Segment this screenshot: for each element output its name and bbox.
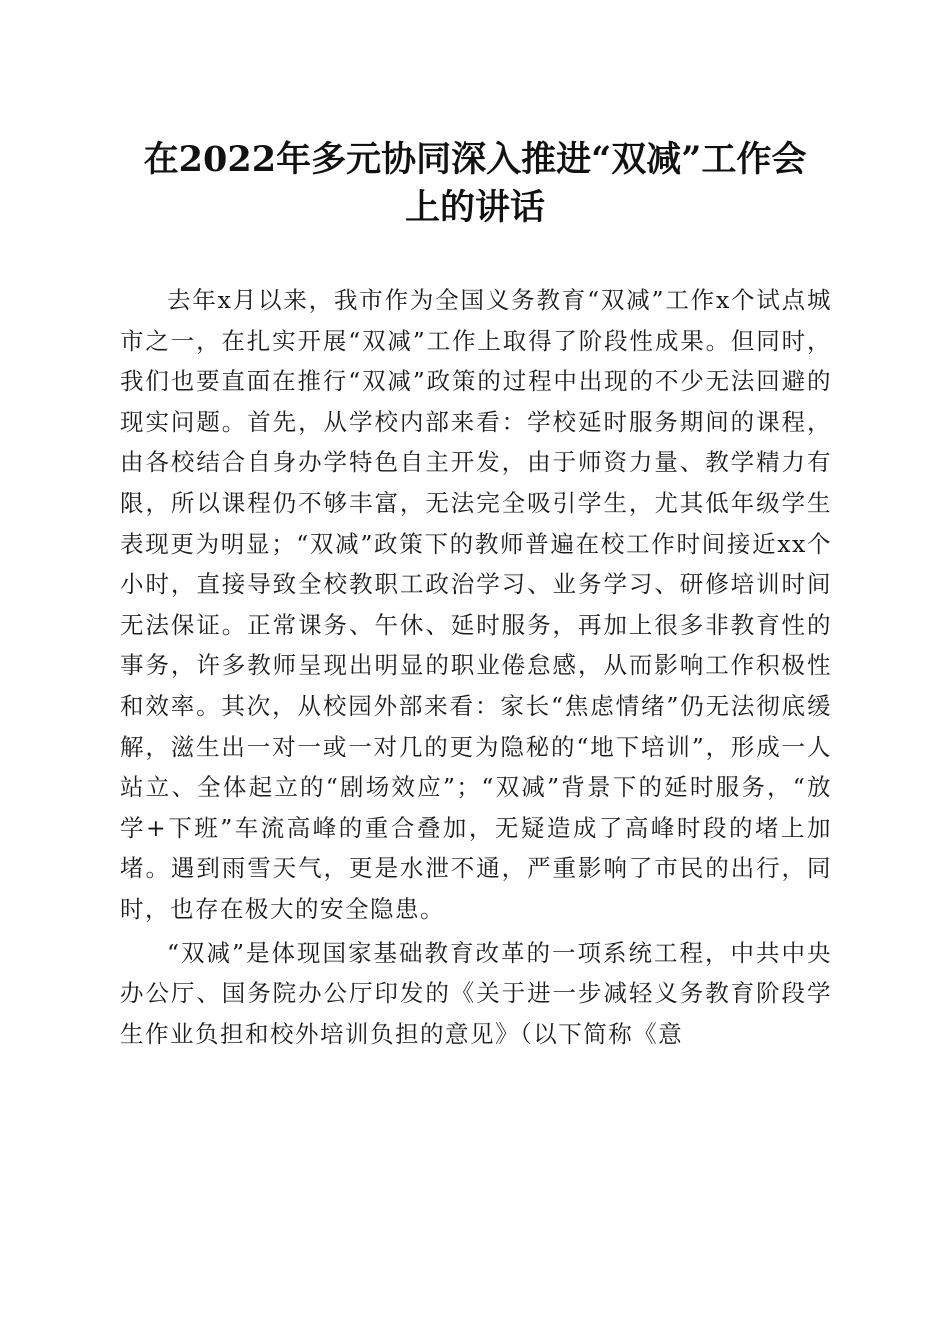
document-body xyxy=(120,280,832,1057)
document-title xyxy=(110,136,840,232)
paragraph-1: 去年x月以来，我市作为全国义务教育“双减”工作x个试点城市之一，在扎实开展“双减”工作上取得了阶段性成果。但同时，我们也要直面在推行“双减”政策的过程中出现的不少无法回避的现实问题。首先，从学校内部来看：学校延时服务期间的课程，由各校结合自身办学特色自主开发，由于师资力量、教学精力有限，所以课程仍不够丰富，无法完全吸引学生，尤其低年级学生表现更为明显；“双减”政策下的教师普遍在校工作时间接近xx个小时，直接导致全校教职工政治学习、业务学习、研修培训时间无法保证。正常课务、午休、延时服务，再加上很多非教育性的事务，许多教师呈现出明显的职业倦怠感，从而影响工作积极性和效率。其次，从校园外部来看：家长“焦虑情绪”仍无法彻底缓解，滋生出一对一或一对几的更为隐秘的“地下培训”，形成一人站立、全体起立的“剧场效应”；“双减”背景下的延时服务，“放学+下班”车流高峰的重合叠加，无疑造成了高峰时段的堵上加堵。遇到雨雪天气，更是水泄不通，严重影响了市民的出行，同时，也存在极大的安全隐患。 xyxy=(120,286,832,923)
title-line-1: 在2022年多元协同深入推进“双减”工作会 xyxy=(143,139,807,180)
paragraph-2: “双减”是体现国家基础教育改革的一项系统工程，中共中央办公厅、国务院办公厅印发的《关于进一步减轻义务教育阶段学生作业负担和校外培训负担的意见》（以下简称《意 xyxy=(120,938,832,1048)
title-line-2: 上的讲话 xyxy=(404,187,545,228)
